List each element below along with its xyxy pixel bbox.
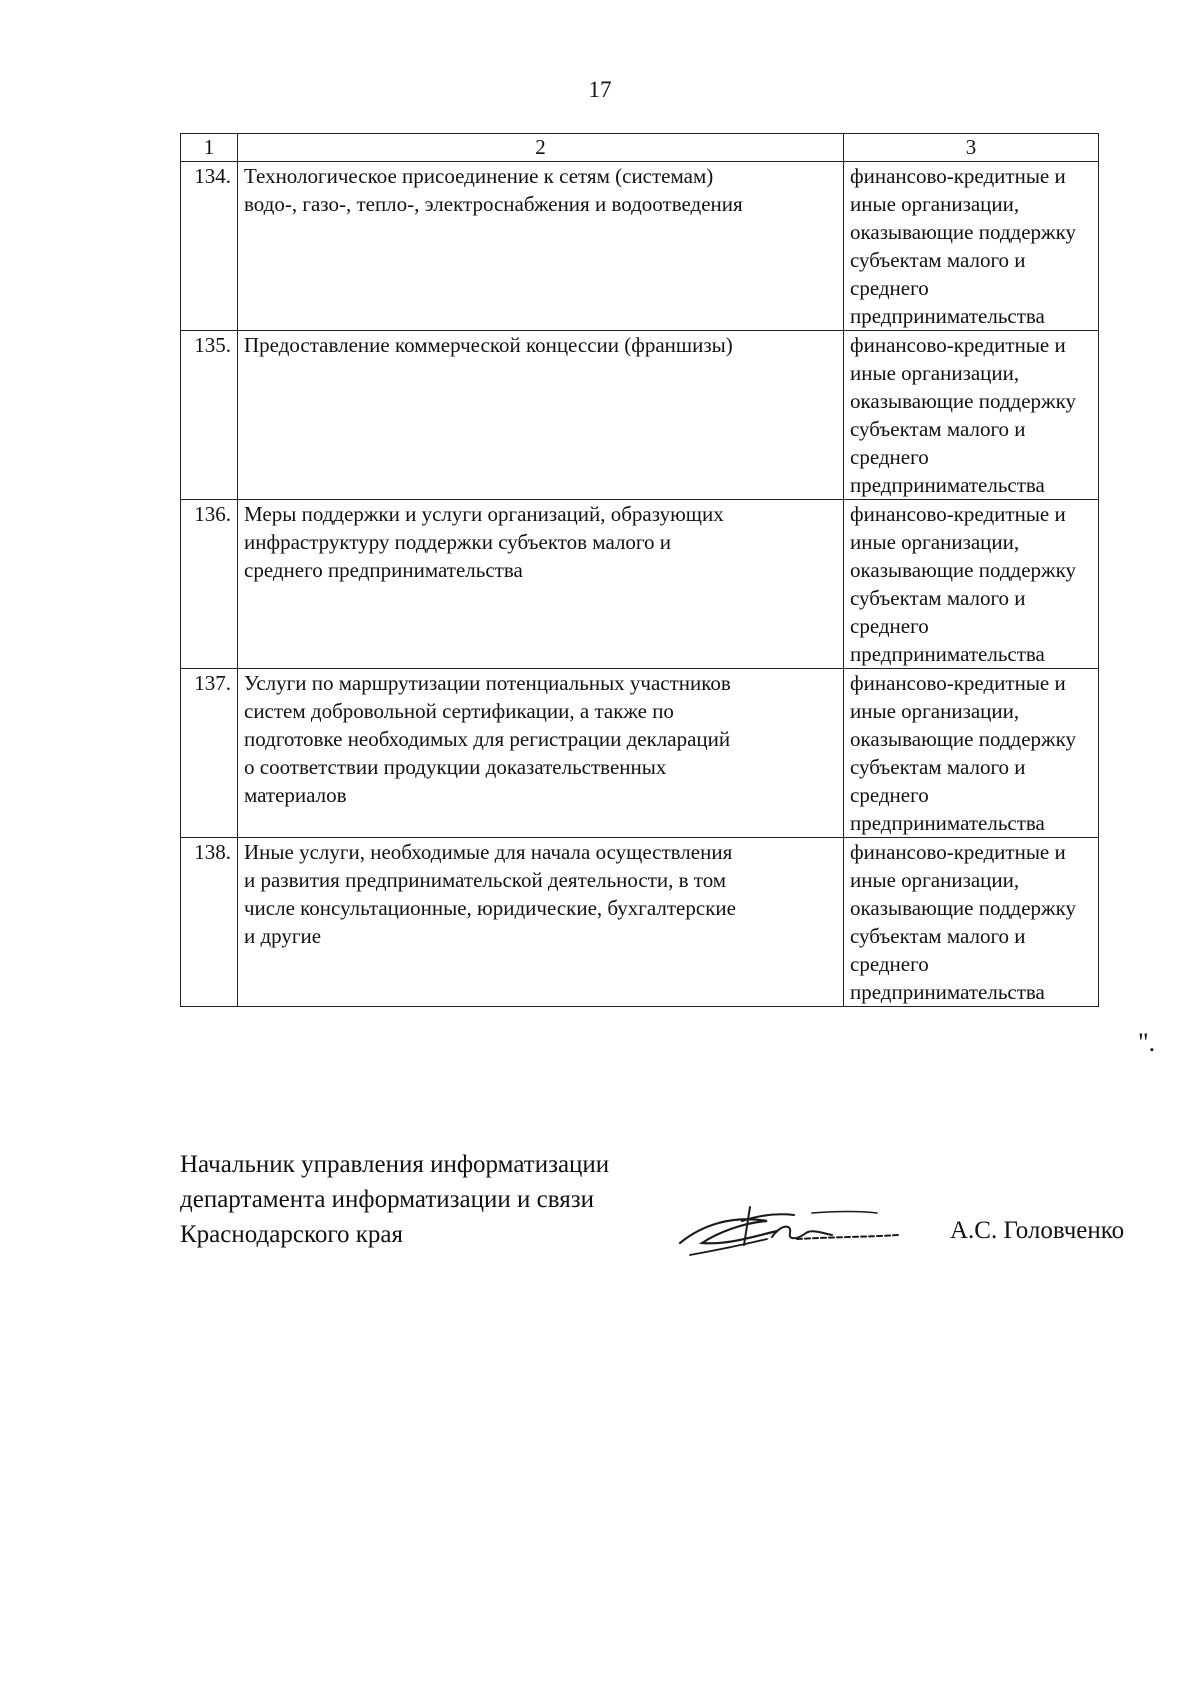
service-line: водо-, газо-, тепло-, электроснабжения и водоотведения bbox=[244, 192, 743, 216]
provider-line: финансово-кредитные и bbox=[850, 164, 1066, 188]
signer-position-line: департамента информатизации и связи bbox=[180, 1186, 594, 1213]
provider-line: субъектам малого и bbox=[850, 417, 1026, 441]
provider-line: оказывающие поддержку bbox=[850, 220, 1076, 244]
signer-name: А.С. Головченко bbox=[950, 1217, 1125, 1244]
service-cell bbox=[238, 162, 844, 331]
provider-cell bbox=[844, 162, 1099, 331]
service-line: Меры поддержки и услуги организаций, образующих bbox=[244, 502, 724, 526]
provider-line: иные организации, bbox=[850, 192, 1020, 216]
service-line: среднего предпринимательства bbox=[244, 558, 523, 582]
column-header-service: 2 bbox=[238, 134, 844, 162]
provider-line: финансово-кредитные и bbox=[850, 333, 1066, 357]
row-number: 138. bbox=[181, 838, 238, 1007]
provider-cell bbox=[844, 500, 1099, 669]
service-cell bbox=[238, 331, 844, 500]
provider-line: финансово-кредитные и bbox=[850, 502, 1066, 526]
handwritten-signature bbox=[672, 1185, 902, 1270]
provider-cell bbox=[844, 838, 1099, 1007]
service-line: Технологическое присоединение к сетям (системам) bbox=[244, 164, 714, 188]
provider-cell bbox=[844, 331, 1099, 500]
signature-drawing bbox=[672, 1185, 902, 1265]
service-cell bbox=[238, 838, 844, 1007]
signer-position-line: Начальник управления информатизации bbox=[180, 1151, 610, 1178]
provider-line: субъектам малого и bbox=[850, 586, 1026, 610]
provider-line: субъектам малого и bbox=[850, 924, 1026, 948]
row-number: 137. bbox=[181, 669, 238, 838]
service-line: систем добровольной сертификации, а также по bbox=[244, 699, 674, 723]
service-line: и развития предпринимательской деятельности, в том bbox=[244, 868, 727, 892]
service-line: и другие bbox=[244, 924, 322, 948]
row-number: 136. bbox=[181, 500, 238, 669]
provider-line: предпринимательства bbox=[850, 304, 1045, 328]
provider-line: оказывающие поддержку bbox=[850, 896, 1076, 920]
provider-line: среднего bbox=[850, 614, 929, 638]
page-number: 17 bbox=[588, 77, 612, 102]
provider-line: иные организации, bbox=[850, 361, 1020, 385]
provider-line: финансово-кредитные и bbox=[850, 671, 1066, 695]
service-cell bbox=[238, 669, 844, 838]
provider-line: среднего bbox=[850, 952, 929, 976]
provider-line: оказывающие поддержку bbox=[850, 727, 1076, 751]
closing-quote: ". bbox=[1138, 1028, 1156, 1057]
table-row bbox=[181, 331, 1099, 500]
provider-line: среднего bbox=[850, 445, 929, 469]
provider-line: иные организации, bbox=[850, 868, 1020, 892]
provider-line: предпринимательства bbox=[850, 642, 1045, 666]
provider-line: среднего bbox=[850, 783, 929, 807]
signer-position bbox=[180, 1147, 609, 1252]
provider-line: субъектам малого и bbox=[850, 248, 1026, 272]
service-line: подготовке необходимых для регистрации деклараций bbox=[244, 727, 731, 751]
provider-cell bbox=[844, 669, 1099, 838]
service-line: материалов bbox=[244, 783, 347, 807]
table-row bbox=[181, 669, 1099, 838]
provider-line: среднего bbox=[850, 276, 929, 300]
service-line: Предоставление коммерческой концессии (франшизы) bbox=[244, 333, 733, 357]
service-line: о соответствии продукции доказательственных bbox=[244, 755, 667, 779]
provider-line: оказывающие поддержку bbox=[850, 558, 1076, 582]
provider-line: иные организации, bbox=[850, 530, 1020, 554]
provider-line: иные организации, bbox=[850, 699, 1020, 723]
provider-line: субъектам малого и bbox=[850, 755, 1026, 779]
provider-line: оказывающие поддержку bbox=[850, 389, 1076, 413]
provider-line: предпринимательства bbox=[850, 980, 1045, 1004]
row-number: 134. bbox=[181, 162, 238, 331]
signer-position-line: Краснодарского края bbox=[180, 1221, 403, 1248]
table-row bbox=[181, 500, 1099, 669]
service-line: Иные услуги, необходимые для начала осуществления bbox=[244, 840, 733, 864]
column-header-number: 1 bbox=[181, 134, 238, 162]
provider-line: предпринимательства bbox=[850, 811, 1045, 835]
services-table bbox=[180, 133, 1099, 1007]
provider-line: финансово-кредитные и bbox=[850, 840, 1066, 864]
service-line: инфраструктуру поддержки субъектов малого и bbox=[244, 530, 672, 554]
table-row bbox=[181, 838, 1099, 1007]
service-cell bbox=[238, 500, 844, 669]
row-number: 135. bbox=[181, 331, 238, 500]
service-line: Услуги по маршрутизации потенциальных участников bbox=[244, 671, 731, 695]
service-line: числе консультационные, юридические, бухгалтерские bbox=[244, 896, 736, 920]
table-header-row bbox=[181, 134, 1099, 162]
table-row bbox=[181, 162, 1099, 331]
column-header-provider: 3 bbox=[844, 134, 1099, 162]
provider-line: предпринимательства bbox=[850, 473, 1045, 497]
